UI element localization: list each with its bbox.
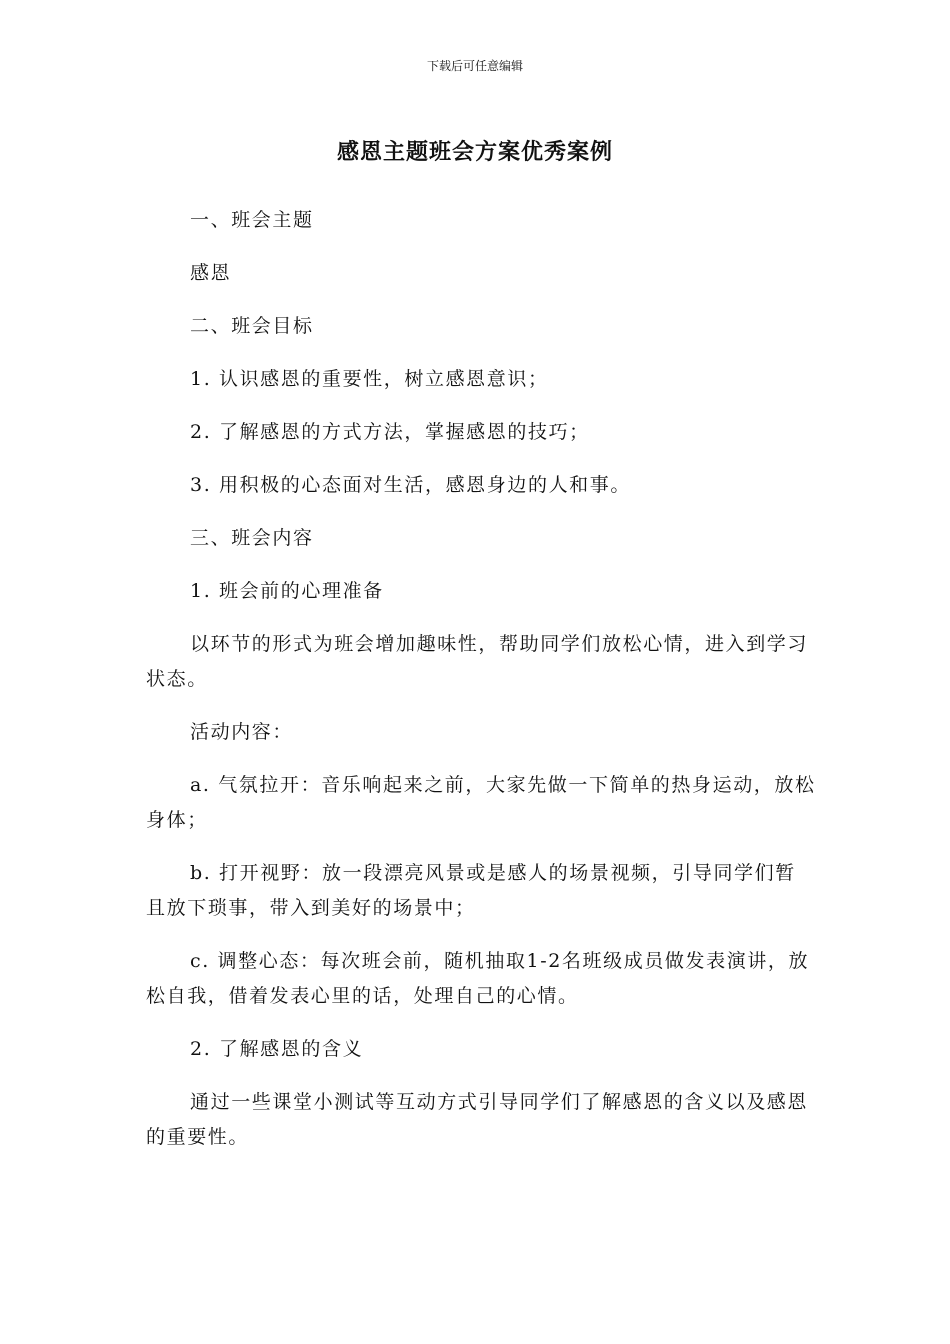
section-heading-1: 一、班会主题	[190, 209, 314, 231]
paragraph: 通过一些课堂小测试等互动方式引导同学们了解感恩的含义以及感恩的重要性。	[146, 1091, 809, 1148]
document-title: 感恩主题班会方案优秀案例	[336, 140, 613, 165]
activity-item: a. 气氛拉开：音乐响起来之前，大家先做一下简单的热身运动，放松身体；	[146, 774, 816, 831]
activity-item: c. 调整心态：每次班会前，随机抽取1-2名班级成员做发表演讲，放松自我，借着发表心里的话，处理自己的心情。	[146, 950, 810, 1007]
section-heading-2: 二、班会目标	[190, 315, 314, 337]
paragraph: 活动内容：	[190, 721, 294, 743]
paragraph: 感恩	[190, 262, 232, 284]
header-note: 下载后可任意编辑	[426, 59, 523, 73]
list-item: 3. 用积极的心态面对生活，感恩身边的人和事。	[190, 474, 631, 496]
list-item: 1. 认识感恩的重要性，树立感恩意识；	[190, 368, 549, 390]
document-body	[146, 203, 816, 1155]
paragraph: 以环节的形式为班会增加趣味性，帮助同学们放松心情，进入到学习状态。	[146, 633, 809, 690]
list-item: 2. 了解感恩的方式方法，掌握感恩的技巧；	[190, 421, 590, 443]
activity-item: b. 打开视野：放一段漂亮风景或是感人的场景视频，引导同学们暂且放下琐事，带入到美好的场景中；	[146, 862, 796, 919]
section-heading-3: 三、班会内容	[190, 527, 314, 549]
subsection-heading: 1. 班会前的心理准备	[190, 580, 384, 602]
subsection-heading: 2. 了解感恩的含义	[190, 1038, 364, 1060]
